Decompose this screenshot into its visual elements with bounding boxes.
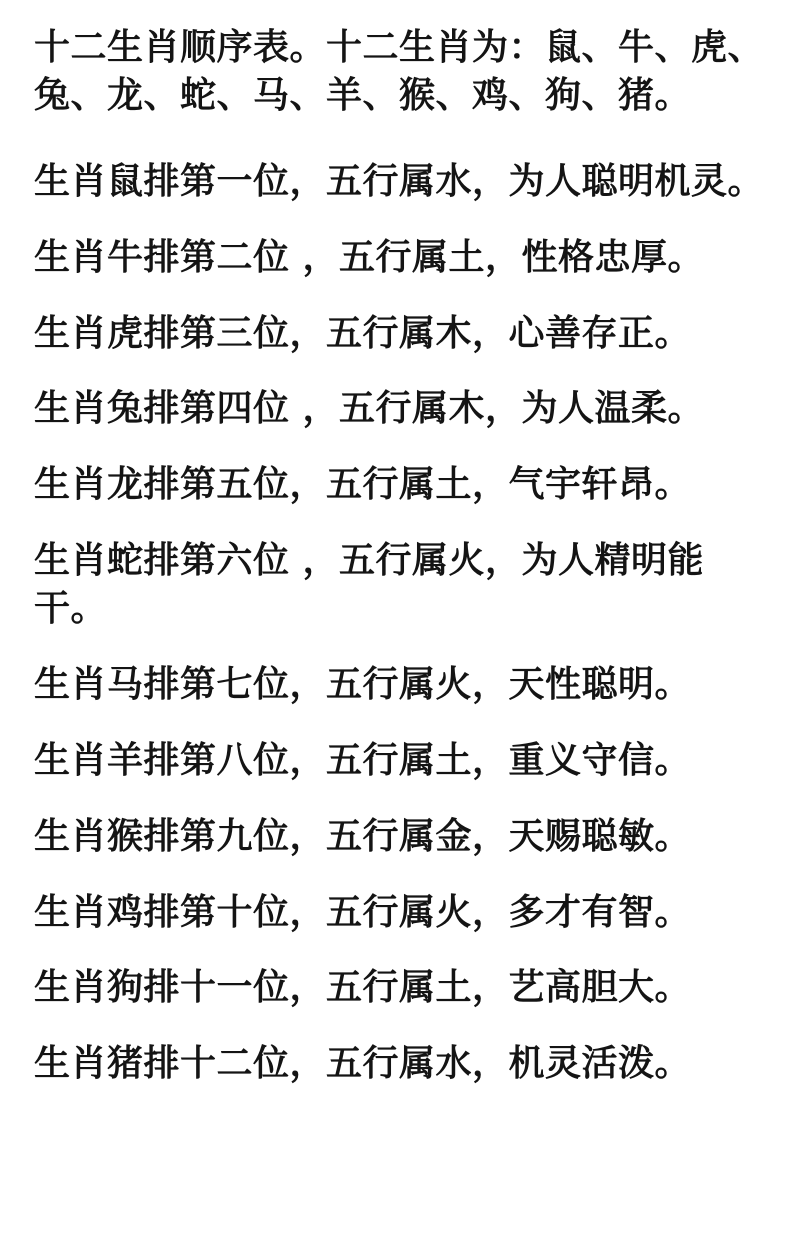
zodiac-entry-ox: 生肖牛排第二位 ，五行属土，性格忠厚。 xyxy=(34,236,705,278)
intro-paragraph: 十二生肖顺序表。十二生肖为：鼠、牛、虎、兔、龙、蛇、马、羊、猴、鸡、狗、猪。 xyxy=(34,27,765,116)
zodiac-entry-rat: 生肖鼠排第一位，五行属水，为人聪明机灵。 xyxy=(34,160,765,202)
zodiac-entry-pig: 生肖猪排十二位，五行属水，机灵活泼。 xyxy=(34,1043,692,1085)
zodiac-entry-monkey: 生肖猴排第九位，五行属金，天赐聪敏。 xyxy=(34,815,692,857)
zodiac-entry-dog: 生肖狗排十一位，五行属土，艺高胆大。 xyxy=(34,967,692,1009)
zodiac-entry-rabbit: 生肖兔排第四位 ，五行属木，为人温柔。 xyxy=(34,388,705,430)
zodiac-entry-goat: 生肖羊排第八位，五行属土，重义守信。 xyxy=(34,739,692,781)
zodiac-entry-horse: 生肖马排第七位，五行属火，天性聪明。 xyxy=(34,663,692,705)
zodiac-entry-rooster: 生肖鸡排第十位，五行属火，多才有智。 xyxy=(34,891,692,933)
zodiac-entry-dragon: 生肖龙排第五位，五行属土，气宇轩昂。 xyxy=(34,464,692,506)
zodiac-entry-tiger: 生肖虎排第三位，五行属木，心善存正。 xyxy=(34,312,692,354)
zodiac-entry-snake: 生肖蛇排第六位 ，五行属火，为人精明能干。 xyxy=(34,540,705,629)
